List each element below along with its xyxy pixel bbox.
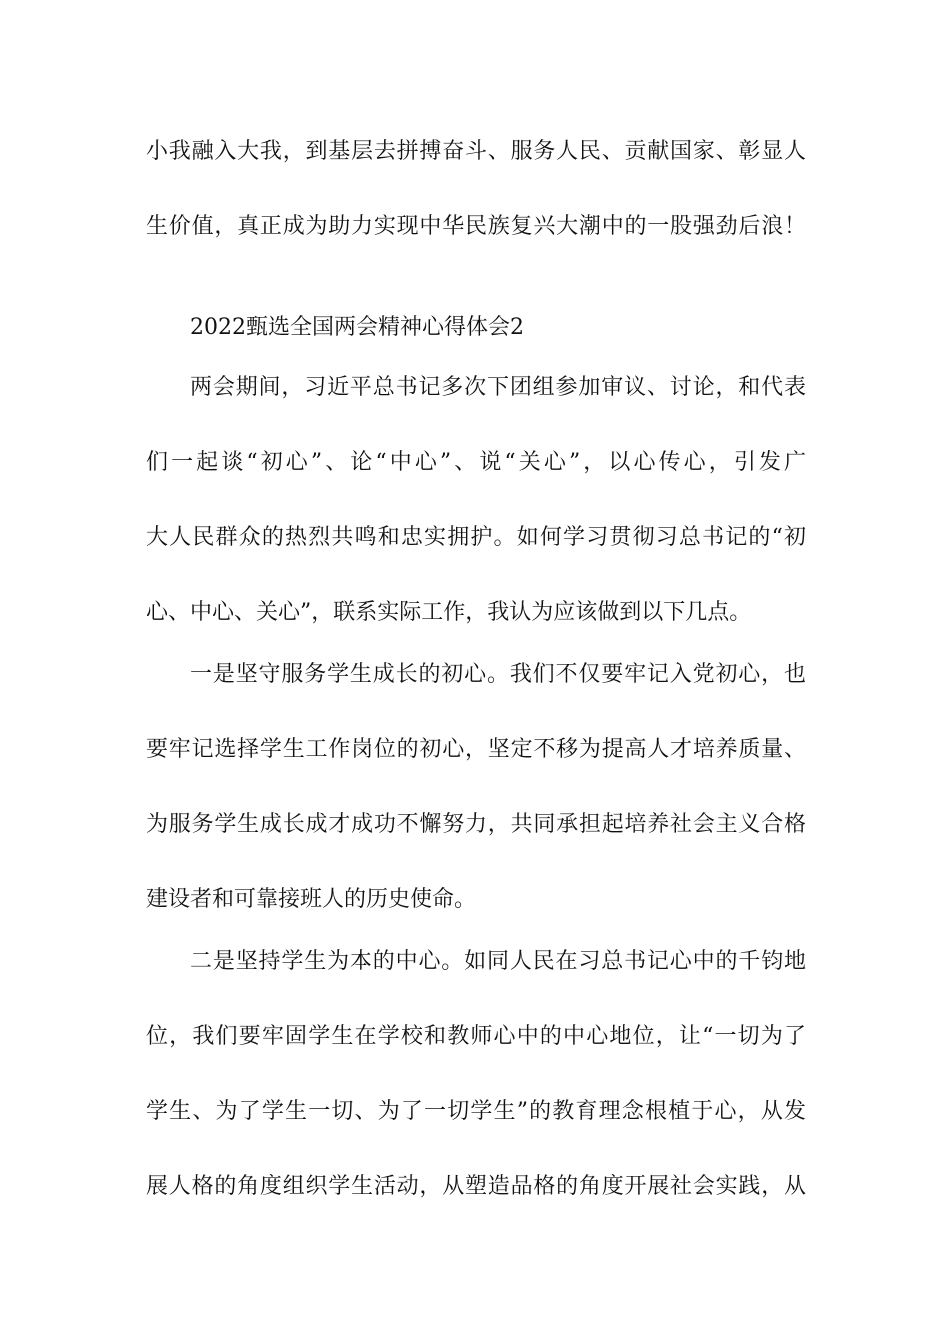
paragraph-line: 为服务学生成长成才成功不懈努力，共同承担起培养社会主义合格 bbox=[146, 812, 806, 837]
paragraph-line: 两会期间，习近平总书记多次下团组参加审议、讨论，和代表 bbox=[190, 375, 806, 400]
paragraph-line: 大人民群众的热烈共鸣和忠实拥护。如何学习贯彻习总书记的“初 bbox=[146, 525, 806, 550]
paragraph-line: 心、中心、关心”，联系实际工作，我认为应该做到以下几点。 bbox=[146, 600, 752, 625]
paragraph-line: 小我融入大我，到基层去拼搏奋斗、服务人民、贡献国家、彰显人 bbox=[146, 139, 806, 164]
paragraph-line: 要牢记选择学生工作岗位的初心，坚定不移为提高人才培养质量、 bbox=[146, 737, 806, 762]
paragraph-line: 建设者和可靠接班人的历史使命。 bbox=[146, 887, 477, 912]
paragraph-line: 生价值，真正成为助力实现中华民族复兴大潮中的一股强劲后浪！ bbox=[146, 214, 806, 239]
section-heading: 2022甄选全国两会精神心得体会2 bbox=[190, 315, 524, 340]
paragraph-line: 二是坚持学生为本的中心。如同人民在习总书记心中的千钧地 bbox=[190, 949, 806, 974]
paragraph-line: 学生、为了学生一切、为了一切学生”的教育理念根植于心，从发 bbox=[146, 1099, 806, 1124]
paragraph-line: 展人格的角度组织学生活动，从塑造品格的角度开展社会实践，从 bbox=[146, 1174, 806, 1199]
paragraph-line: 一是坚守服务学生成长的初心。我们不仅要牢记入党初心，也 bbox=[190, 662, 806, 687]
paragraph-line: 位，我们要牢固学生在学校和教师心中的中心地位，让“一切为了 bbox=[146, 1024, 806, 1049]
paragraph-line: 们一起谈“初心”、论“中心”、说“关心”，以心传心，引发广 bbox=[146, 450, 806, 475]
